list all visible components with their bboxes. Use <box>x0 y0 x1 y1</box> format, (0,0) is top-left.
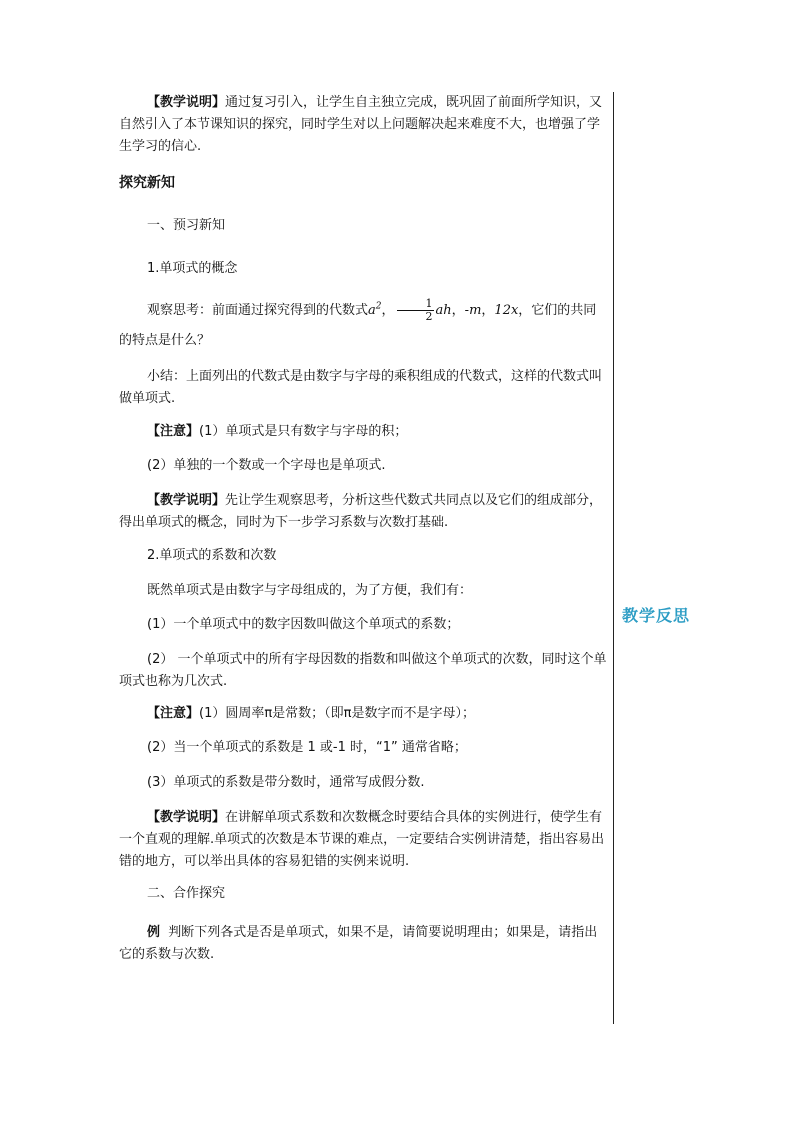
teaching-note-2-label: 【教学说明】 <box>147 493 226 508</box>
expr-a: a <box>368 303 376 318</box>
expr-m: -m <box>464 303 482 318</box>
column-divider <box>613 92 614 1024</box>
teaching-note-2 <box>119 490 609 534</box>
note1-item1: (1）单项式是只有数字与字母的积； <box>199 424 408 439</box>
example-question <box>119 922 609 966</box>
intro-teaching-note <box>119 92 609 158</box>
fraction-numerator: 1 <box>397 298 434 311</box>
observe-prefix: 观察思考：前面通过探究得到的代数式 <box>147 303 369 318</box>
note2-label: 【注意】 <box>147 706 200 721</box>
definition-1: (1）一个单项式中的数字因数叫做这个单项式的系数； <box>147 617 460 632</box>
sep-3: ， <box>481 303 495 318</box>
note1-line1 <box>119 421 407 443</box>
observe-suffix: ，它们的共同的特点是什么？ <box>119 303 597 348</box>
expr-12x: 12x <box>494 303 519 318</box>
expr-a-exponent: 2 <box>375 301 382 312</box>
summary-text: 小结：上面列出的代数式是由数字与字母的乘积组成的代数式，这样的代数式叫做单项式. <box>119 369 603 406</box>
sub1-heading: 1.单项式的概念 <box>147 261 238 276</box>
note2-line1 <box>119 703 475 725</box>
teaching-note-3-label: 【教学说明】 <box>147 810 226 825</box>
teaching-note-3-text: 在讲解单项式系数和次数概念时要结合具体的实例进行，使学生有一个直观的理解.单项式的次数是本节课的难点，一定要结合实例讲清楚，指出容易出错的地方，可以举出具体的容易犯错的实例来说明. <box>119 810 605 869</box>
intro-note-text: 通过复习引入，让学生自主独立完成，既巩固了前面所学知识，又自然引入了本节课知识的探究，同时学生对以上问题解决起来难度不大，也增强了学生学习的信心. <box>119 95 603 154</box>
note1-item2: (2）单独的一个数或一个字母也是单项式. <box>147 458 386 473</box>
expr-ah: ah <box>435 303 452 318</box>
example-label: 例 <box>147 925 161 940</box>
sub2-lead: 既然单项式是由数字与字母组成的，为了方便，我们有： <box>147 583 473 598</box>
example-text: 判断下列各式是否是单项式，如果不是，请简要说明理由；如果是，请指出它的系数与次数. <box>119 925 598 962</box>
part2-heading: 二、合作探究 <box>147 886 226 901</box>
fraction-denominator: 2 <box>425 310 433 323</box>
sub2-heading: 2.单项式的系数和次数 <box>147 548 277 563</box>
sep-2: ， <box>451 303 465 318</box>
section-title: 探究新知 <box>119 175 175 191</box>
teaching-note-3 <box>119 807 609 873</box>
fraction-one-half <box>397 298 434 323</box>
definition-2: (2） 一个单项式中的所有字母因数的指数和叫做这个单项式的次数，同时这个单项式也称为几次式. <box>119 652 607 689</box>
note1-label: 【注意】 <box>147 424 200 439</box>
part1-heading: 一、预习新知 <box>147 218 226 233</box>
note2-item1: (1）圆周率π是常数；（即π是数字而不是字母）； <box>199 706 476 721</box>
note2-item2: (2）当一个单项式的系数是 1 或-1 时，“1” 通常省略； <box>147 740 467 755</box>
teaching-note-2-text: 先让学生观察思考，分析这些代数式共同点以及它们的组成部分，得出单项式的概念，同时为下一步学习系数与次数打基础. <box>119 493 603 530</box>
intro-note-label: 【教学说明】 <box>147 95 226 110</box>
note2-item3: (3）单项式的系数是带分数时，通常写成假分数. <box>147 775 425 790</box>
reflection-title: 教学反思 <box>622 606 691 625</box>
sep-1: ， <box>381 303 395 318</box>
observe-question <box>119 296 609 356</box>
